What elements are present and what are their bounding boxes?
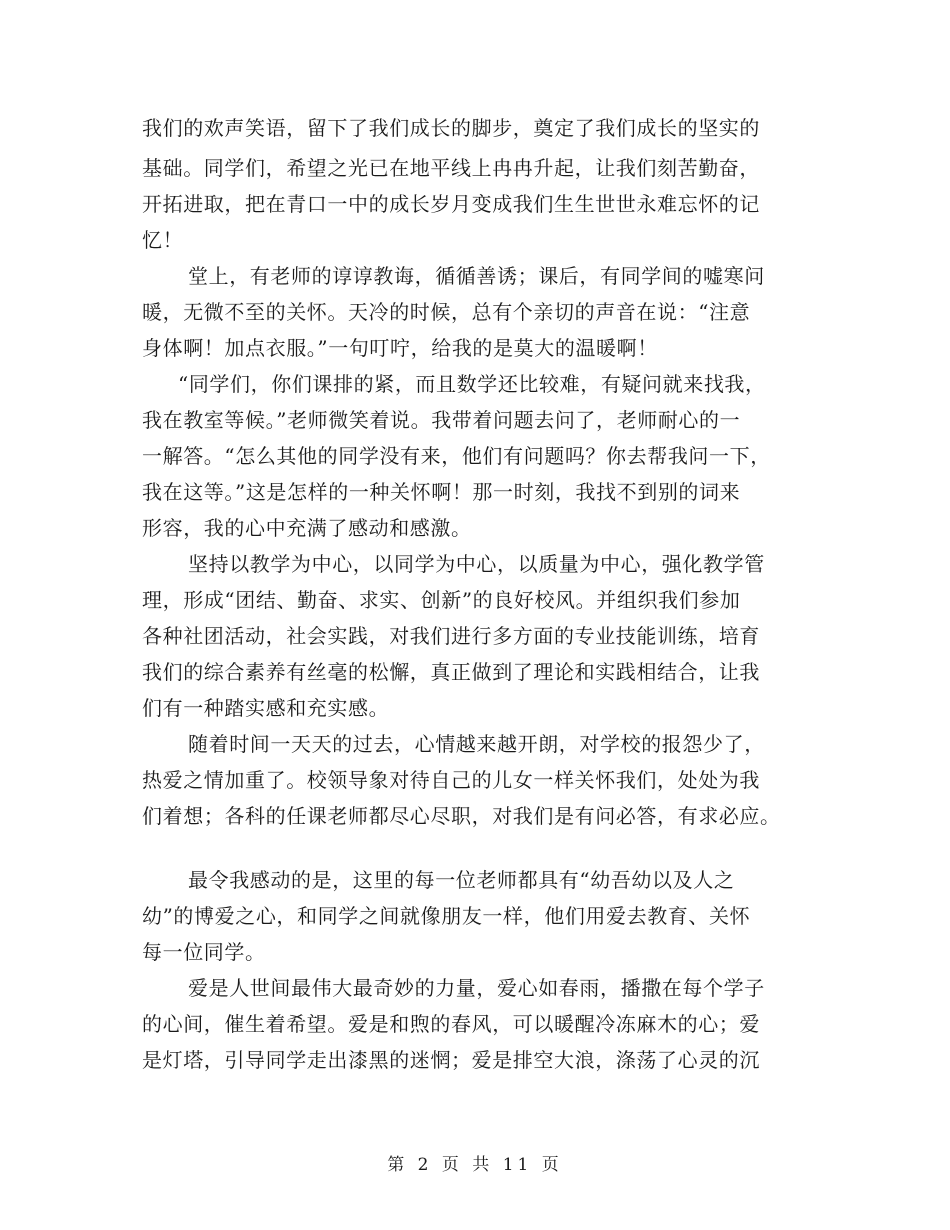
- text-line: 形容，我的心中充满了感动和感激。: [142, 516, 472, 540]
- text-line: 热爱之情加重了。校领导象对待自己的儿女一样关怀我们，处处为我: [142, 768, 760, 792]
- page-number-footer: 第 2 页 共 11 页: [387, 1155, 563, 1175]
- text-line: 幼”的博爱之心，和同学之间就像朋友一样，他们用爱去教育、关怀: [142, 904, 751, 928]
- text-line: 是灯塔，引导同学走出漆黑的迷惘；爱是排空大浪，涤荡了心灵的沉: [142, 1048, 760, 1072]
- text-line: 基础。同学们，希望之光已在地平线上冉冉升起，让我们刻苦勤奋，: [142, 156, 760, 180]
- text-line: 我在教室等候。”老师微笑着说。我带着问题去问了，老师耐心的一: [142, 408, 741, 432]
- paragraph-start: 堂上，有老师的谆谆教诲，循循善诱；课后，有同学间的嘘寒问: [188, 264, 765, 288]
- text-line: 一解答。“怎么其他的同学没有来，他们有问题吗？你去帮我问一下，: [142, 444, 771, 468]
- text-line: 身体啊！加点衣服。”一句叮咛，给我的是莫大的温暖啊！: [142, 336, 658, 360]
- paragraph-start: 坚持以教学为中心，以同学为中心，以质量为中心，强化教学管: [188, 552, 765, 576]
- text-line: 忆！: [142, 228, 184, 252]
- text-line: 我们的综合素养有丝毫的松懈，真正做到了理论和实践相结合，让我: [142, 660, 760, 684]
- text-line: 的心间，催生着希望。爱是和煦的春风，可以暖醒冷冻麻木的心；爱: [142, 1012, 760, 1036]
- text-line: 每一位同学。: [142, 940, 266, 964]
- text-line: 我们的欢声笑语，留下了我们成长的脚步，奠定了我们成长的坚实的: [142, 116, 760, 140]
- paragraph-start: 爱是人世间最伟大最奇妙的力量，爱心如春雨，播撒在每个学子: [188, 976, 765, 1000]
- paragraph-start: 随着时间一天天的过去，心情越来越开朗，对学校的报怨少了，: [188, 732, 765, 756]
- text-line: 我在这等。”这是怎样的一种关怀啊！那一时刻，我找不到别的词来: [142, 480, 741, 504]
- paragraph-start: “同学们，你们课排的紧，而且数学还比较难，有疑问就来找我，: [178, 372, 766, 396]
- paragraph-start: 最令我感动的是，这里的每一位老师都具有“幼吾幼以及人之: [188, 868, 735, 892]
- text-line: 们有一种踏实感和充实感。: [142, 696, 390, 720]
- text-line: 开拓进取，把在青口一中的成长岁月变成我们生生世世永难忘怀的记: [142, 192, 760, 216]
- text-line: 各种社团活动，社会实践，对我们进行多方面的专业技能训练，培育: [142, 624, 760, 648]
- text-line: 们着想；各科的任课老师都尽心尽职，对我们是有问必答，有求必应。: [142, 804, 781, 828]
- text-line: 暖，无微不至的关怀。天冷的时候，总有个亲切的声音在说：“注意: [142, 300, 751, 324]
- text-line: 理，形成“团结、勤奋、求实、创新”的良好校风。并组织我们参加: [142, 588, 741, 612]
